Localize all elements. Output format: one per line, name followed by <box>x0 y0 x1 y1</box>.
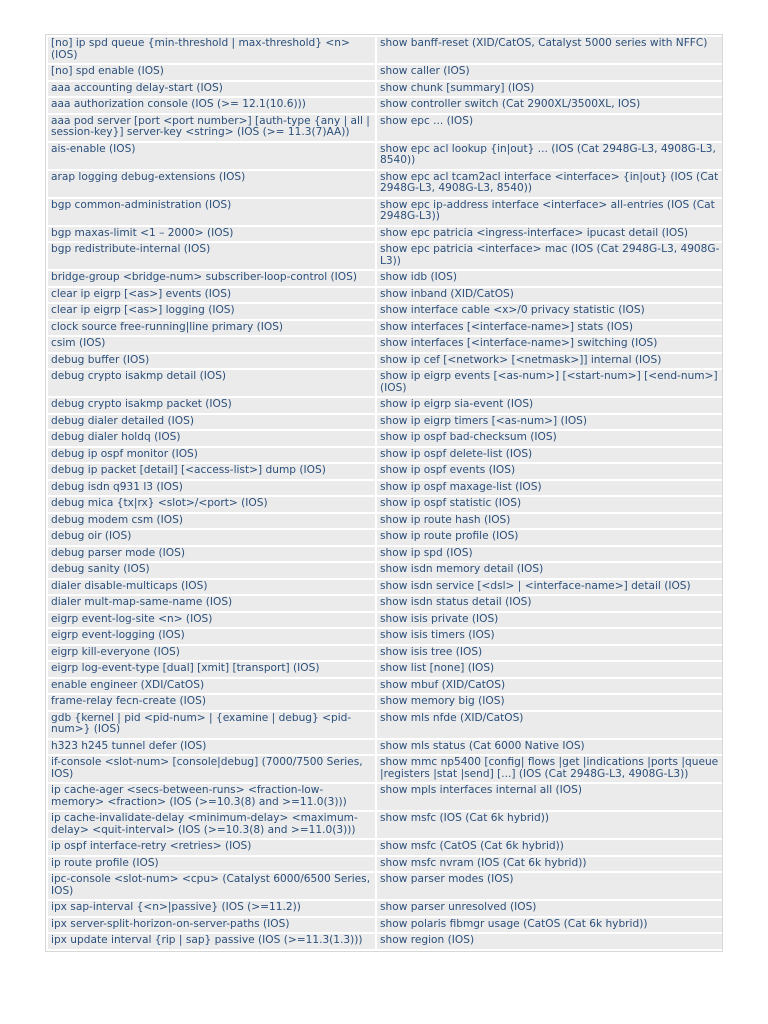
table-row <box>48 497 722 512</box>
config-command-cell: eigrp log-event-type [dual] [xmit] [transport] (IOS) <box>48 662 375 677</box>
table-row <box>48 679 722 694</box>
config-command-cell: dialer disable-multicaps (IOS) <box>48 580 375 595</box>
table-row <box>48 873 722 899</box>
table-row <box>48 514 722 529</box>
table-row <box>48 143 722 169</box>
show-command-cell: show inband (XID/CatOS) <box>377 288 722 303</box>
show-command-cell: show ip route hash (IOS) <box>377 514 722 529</box>
show-command-cell: show interface cable <x>/0 privacy statistic (IOS) <box>377 304 722 319</box>
show-command-cell: show interfaces [<interface-name>] switching (IOS) <box>377 337 722 352</box>
config-command-cell: ip ospf interface-retry <retries> (IOS) <box>48 840 375 855</box>
config-command-cell: debug mica {tx|rx} <slot>/<port> (IOS) <box>48 497 375 512</box>
show-command-cell: show mmc np5400 [config| flows |get |indications |ports |queue |registers |stat |send] [...] (IOS (Cat 2948G-L3, 4908G-L3)) <box>377 756 722 782</box>
table-row <box>48 662 722 677</box>
table-row <box>48 740 722 755</box>
config-command-cell: debug isdn q931 l3 (IOS) <box>48 481 375 496</box>
show-command-cell: show ip ospf bad-checksum (IOS) <box>377 431 722 446</box>
show-command-cell: show epc acl tcam2acl interface <interface> {in|out} (IOS (Cat 2948G-L3, 4908G-L3, 8540)) <box>377 171 722 197</box>
config-command-cell: eigrp kill-everyone (IOS) <box>48 646 375 661</box>
config-command-cell: debug dialer holdq (IOS) <box>48 431 375 446</box>
config-command-cell: dialer mult-map-same-name (IOS) <box>48 596 375 611</box>
table-row <box>48 695 722 710</box>
show-command-cell: show msfc nvram (IOS (Cat 6k hybrid)) <box>377 857 722 872</box>
table-row <box>48 243 722 269</box>
show-command-cell: show isdn service [<dsl> | <interface-name>] detail (IOS) <box>377 580 722 595</box>
show-command-cell: show mls nfde (XID/CatOS) <box>377 712 722 738</box>
show-command-cell: show ip eigrp events [<as-num>] [<start-num>] [<end-num>] (IOS) <box>377 370 722 396</box>
config-command-cell: ip cache-ager <secs-between-runs> <fraction-low-memory> <fraction> (IOS (>=10.3(8) and >=11.0(3))) <box>48 784 375 810</box>
table-row <box>48 840 722 855</box>
config-command-cell: ipc-console <slot-num> <cpu> (Catalyst 6000/6500 Series, IOS) <box>48 873 375 899</box>
table-row <box>48 901 722 916</box>
config-command-cell: gdb {kernel | pid <pid-num> | {examine | debug} <pid-num>} (IOS) <box>48 712 375 738</box>
show-command-cell: show ip spd (IOS) <box>377 547 722 562</box>
config-command-cell: [no] spd enable (IOS) <box>48 65 375 80</box>
show-command-cell: show caller (IOS) <box>377 65 722 80</box>
show-command-cell: show epc acl lookup {in|out} ... (IOS (Cat 2948G-L3, 4908G-L3, 8540)) <box>377 143 722 169</box>
table-row <box>48 115 722 141</box>
show-command-cell: show isis private (IOS) <box>377 613 722 628</box>
show-command-cell: show memory big (IOS) <box>377 695 722 710</box>
config-command-cell: clear ip eigrp [<as>] logging (IOS) <box>48 304 375 319</box>
show-command-cell: show mbuf (XID/CatOS) <box>377 679 722 694</box>
config-command-cell: ip route profile (IOS) <box>48 857 375 872</box>
config-command-cell: bridge-group <bridge-num> subscriber-loop-control (IOS) <box>48 271 375 286</box>
table-row <box>48 596 722 611</box>
table-row <box>48 756 722 782</box>
config-command-cell: debug parser mode (IOS) <box>48 547 375 562</box>
table-row <box>48 464 722 479</box>
show-command-cell: show ip ospf maxage-list (IOS) <box>377 481 722 496</box>
command-table-body <box>48 37 722 949</box>
show-command-cell: show mls status (Cat 6000 Native IOS) <box>377 740 722 755</box>
show-command-cell: show list [none] (IOS) <box>377 662 722 677</box>
config-command-cell: eigrp event-logging (IOS) <box>48 629 375 644</box>
show-command-cell: show polaris fibmgr usage (CatOS (Cat 6k hybrid)) <box>377 918 722 933</box>
table-row <box>48 37 722 63</box>
config-command-cell: debug sanity (IOS) <box>48 563 375 578</box>
config-command-cell: debug oir (IOS) <box>48 530 375 545</box>
table-row <box>48 857 722 872</box>
table-row <box>48 448 722 463</box>
show-command-cell: show msfc (IOS (Cat 6k hybrid)) <box>377 812 722 838</box>
command-table-frame <box>45 34 723 952</box>
show-command-cell: show banff-reset (XID/CatOS, Catalyst 5000 series with NFFC) <box>377 37 722 63</box>
config-command-cell: debug crypto isakmp detail (IOS) <box>48 370 375 396</box>
table-row <box>48 398 722 413</box>
config-command-cell: enable engineer (XDI/CatOS) <box>48 679 375 694</box>
table-row <box>48 65 722 80</box>
table-row <box>48 812 722 838</box>
config-command-cell: ais-enable (IOS) <box>48 143 375 169</box>
show-command-cell: show parser modes (IOS) <box>377 873 722 899</box>
config-command-cell: debug ip packet [detail] [<access-list>] dump (IOS) <box>48 464 375 479</box>
show-command-cell: show isdn status detail (IOS) <box>377 596 722 611</box>
show-command-cell: show msfc (CatOS (Cat 6k hybrid)) <box>377 840 722 855</box>
show-command-cell: show region (IOS) <box>377 934 722 949</box>
config-command-cell: [no] ip spd queue {min-threshold | max-threshold} <n> (IOS) <box>48 37 375 63</box>
config-command-cell: ipx update interval {rip | sap} passive (IOS (>=11.3(1.3))) <box>48 934 375 949</box>
command-table <box>46 35 724 951</box>
table-row <box>48 82 722 97</box>
show-command-cell: show epc patricia <ingress-interface> ipucast detail (IOS) <box>377 227 722 242</box>
show-command-cell: show chunk [summary] (IOS) <box>377 82 722 97</box>
show-command-cell: show epc ip-address interface <interface> all-entries (IOS (Cat 2948G-L3)) <box>377 199 722 225</box>
show-command-cell: show idb (IOS) <box>377 271 722 286</box>
config-command-cell: clear ip eigrp [<as>] events (IOS) <box>48 288 375 303</box>
config-command-cell: eigrp event-log-site <n> (IOS) <box>48 613 375 628</box>
show-command-cell: show ip ospf statistic (IOS) <box>377 497 722 512</box>
table-row <box>48 199 722 225</box>
table-row <box>48 431 722 446</box>
show-command-cell: show ip ospf delete-list (IOS) <box>377 448 722 463</box>
show-command-cell: show epc patricia <interface> mac (IOS (Cat 2948G-L3, 4908G-L3)) <box>377 243 722 269</box>
show-command-cell: show isis timers (IOS) <box>377 629 722 644</box>
show-command-cell: show ip route profile (IOS) <box>377 530 722 545</box>
show-command-cell: show isdn memory detail (IOS) <box>377 563 722 578</box>
config-command-cell: h323 h245 tunnel defer (IOS) <box>48 740 375 755</box>
table-row <box>48 613 722 628</box>
config-command-cell: aaa authorization console (IOS (>= 12.1(10.6))) <box>48 98 375 113</box>
config-command-cell: ipx sap-interval {<n>|passive} (IOS (>=11.2)) <box>48 901 375 916</box>
table-row <box>48 646 722 661</box>
table-row <box>48 712 722 738</box>
table-row <box>48 530 722 545</box>
table-row <box>48 288 722 303</box>
table-row <box>48 415 722 430</box>
config-command-cell: debug ip ospf monitor (IOS) <box>48 448 375 463</box>
config-command-cell: ip cache-invalidate-delay <minimum-delay> <maximum-delay> <quit-interval> (IOS (>=10.3(8) and >=11.0(3))) <box>48 812 375 838</box>
config-command-cell: arap logging debug-extensions (IOS) <box>48 171 375 197</box>
show-command-cell: show ip eigrp timers [<as-num>] (IOS) <box>377 415 722 430</box>
table-row <box>48 629 722 644</box>
config-command-cell: csim (IOS) <box>48 337 375 352</box>
table-row <box>48 918 722 933</box>
table-row <box>48 171 722 197</box>
table-row <box>48 547 722 562</box>
table-row <box>48 354 722 369</box>
config-command-cell: bgp redistribute-internal (IOS) <box>48 243 375 269</box>
show-command-cell: show ip cef [<network> [<netmask>]] internal (IOS) <box>377 354 722 369</box>
show-command-cell: show interfaces [<interface-name>] stats (IOS) <box>377 321 722 336</box>
table-row <box>48 321 722 336</box>
show-command-cell: show controller switch (Cat 2900XL/3500XL, IOS) <box>377 98 722 113</box>
table-row <box>48 271 722 286</box>
config-command-cell: ipx server-split-horizon-on-server-paths (IOS) <box>48 918 375 933</box>
config-command-cell: bgp maxas-limit <1 – 2000> (IOS) <box>48 227 375 242</box>
table-row <box>48 98 722 113</box>
show-command-cell: show mpls interfaces internal all (IOS) <box>377 784 722 810</box>
config-command-cell: aaa accounting delay-start (IOS) <box>48 82 375 97</box>
config-command-cell: frame-relay fecn-create (IOS) <box>48 695 375 710</box>
config-command-cell: debug dialer detailed (IOS) <box>48 415 375 430</box>
config-command-cell: clock source free-running|line primary (IOS) <box>48 321 375 336</box>
config-command-cell: debug buffer (IOS) <box>48 354 375 369</box>
show-command-cell: show ip ospf events (IOS) <box>377 464 722 479</box>
config-command-cell: debug crypto isakmp packet (IOS) <box>48 398 375 413</box>
table-row <box>48 227 722 242</box>
show-command-cell: show ip eigrp sia-event (IOS) <box>377 398 722 413</box>
table-row <box>48 337 722 352</box>
table-row <box>48 784 722 810</box>
config-command-cell: debug modem csm (IOS) <box>48 514 375 529</box>
table-row <box>48 563 722 578</box>
table-row <box>48 481 722 496</box>
table-row <box>48 370 722 396</box>
config-command-cell: if-console <slot-num> [console|debug] (7000/7500 Series, IOS) <box>48 756 375 782</box>
table-row <box>48 580 722 595</box>
table-row <box>48 934 722 949</box>
config-command-cell: bgp common-administration (IOS) <box>48 199 375 225</box>
config-command-cell: aaa pod server [port <port number>] [auth-type {any | all | session-key}] server-key <string> (IOS (>= 11.3(7)AA)) <box>48 115 375 141</box>
show-command-cell: show epc ... (IOS) <box>377 115 722 141</box>
show-command-cell: show isis tree (IOS) <box>377 646 722 661</box>
table-row <box>48 304 722 319</box>
show-command-cell: show parser unresolved (IOS) <box>377 901 722 916</box>
